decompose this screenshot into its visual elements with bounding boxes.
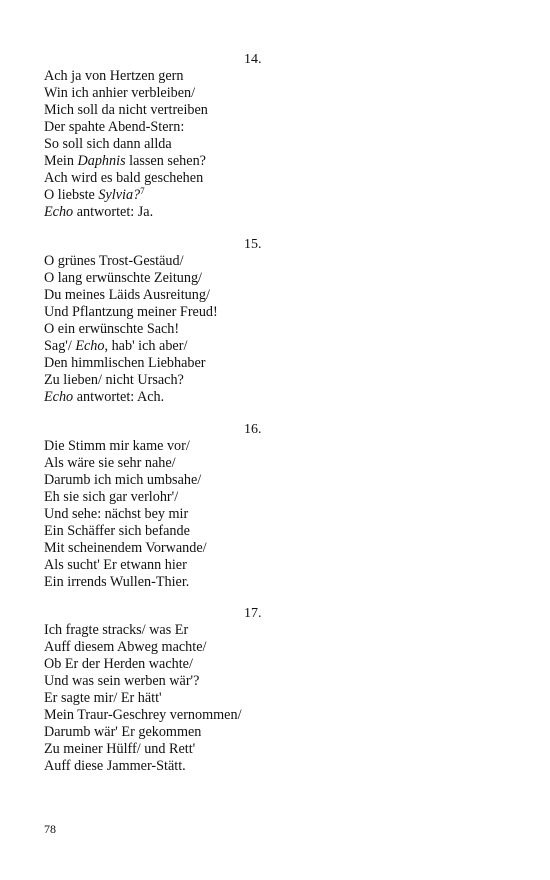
verse-line xyxy=(44,187,208,204)
verse-text: Auff diesem Abweg machte/ xyxy=(44,639,207,655)
verse-text: Echo xyxy=(44,389,74,405)
verse-line xyxy=(44,102,208,119)
verse-text: So soll sich dann allda xyxy=(44,136,172,152)
verse-text: Daphnis xyxy=(77,153,126,169)
verse-line xyxy=(44,455,207,472)
stanza-lines xyxy=(44,438,207,591)
verse-line xyxy=(44,639,242,656)
verse-line xyxy=(44,153,208,170)
verse-line xyxy=(44,119,208,136)
verse-text: Zu lieben/ nicht Ursach? xyxy=(44,372,184,388)
verse-text: Ob Er der Herden wachte/ xyxy=(44,656,193,672)
verse-line xyxy=(44,438,207,455)
verse-text: antwortet: Ja. xyxy=(73,204,154,220)
verse-text: O ein erwünschte Sach! xyxy=(44,321,180,337)
verse-text: Ach wird es bald geschehen xyxy=(44,170,204,186)
verse-line xyxy=(44,270,218,287)
verse-text: Der spahte Abend-Stern: xyxy=(44,119,185,135)
verse-text: Sag'/ xyxy=(44,338,76,354)
verse-text: Den himmlischen Liebhaber xyxy=(44,355,206,371)
verse-line xyxy=(44,758,242,775)
verse-text: Ich fragte stracks/ was Er xyxy=(44,622,189,638)
verse-line xyxy=(44,321,218,338)
verse-text: Als sucht' Er etwann hier xyxy=(44,557,187,573)
stanza-number: 17. xyxy=(244,606,262,621)
verse-text: O lang erwünschte Zeitung/ xyxy=(44,270,202,286)
verse-text: Auff diese Jammer-Stätt. xyxy=(44,758,186,774)
verse-text: Ein Schäffer sich befande xyxy=(44,523,190,539)
verse-text: Mich soll da nicht vertreiben xyxy=(44,102,208,118)
verse-line xyxy=(44,690,242,707)
stanza-lines xyxy=(44,68,208,221)
verse-text: Ach ja von Hertzen gern xyxy=(44,68,184,84)
verse-line xyxy=(44,506,207,523)
verse-line xyxy=(44,523,207,540)
verse-line xyxy=(44,574,207,591)
stanza-number: 14. xyxy=(244,52,262,67)
verse-line xyxy=(44,287,218,304)
verse-line xyxy=(44,489,207,506)
stanza-lines xyxy=(44,253,218,406)
verse-line xyxy=(44,673,242,690)
verse-text: Echo xyxy=(75,338,105,354)
verse-line xyxy=(44,557,207,574)
verse-text: Zu meiner Hülff/ und Rett' xyxy=(44,741,196,757)
verse-line xyxy=(44,540,207,557)
verse-line xyxy=(44,170,208,187)
verse-text: Darumb ich mich umbsahe/ xyxy=(44,472,202,488)
stanza-number: 16. xyxy=(244,422,262,437)
verse-text: lassen sehen? xyxy=(125,153,206,169)
verse-text: Echo xyxy=(44,204,74,220)
verse-text: Als wäre sie sehr nahe/ xyxy=(44,455,176,471)
verse-text: Und Pflantzung meiner Freud! xyxy=(44,304,218,320)
stanza-lines xyxy=(44,622,242,775)
verse-line xyxy=(44,355,218,372)
verse-text: antwortet: Ach. xyxy=(73,389,165,405)
verse-line xyxy=(44,372,218,389)
verse-line xyxy=(44,136,208,153)
verse-text: Und was sein werben wär'? xyxy=(44,673,200,689)
verse-line xyxy=(44,204,208,221)
verse-text: Mein Traur-Geschrey vernommen/ xyxy=(44,707,242,723)
verse-text: Mit scheinendem Vorwande/ xyxy=(44,540,207,556)
verse-text: Und sehe: nächst bey mir xyxy=(44,506,189,522)
verse-line xyxy=(44,253,218,270)
verse-line xyxy=(44,85,208,102)
verse-text: O grünes Trost-Gestäud/ xyxy=(44,253,184,269)
verse-line xyxy=(44,622,242,639)
verse-text: , hab' ich aber/ xyxy=(104,338,188,354)
verse-text: Ein irrends Wullen-Thier. xyxy=(44,574,190,590)
verse-text: Mein xyxy=(44,153,78,169)
verse-line xyxy=(44,68,208,85)
verse-line xyxy=(44,656,242,673)
verse-text: Eh sie sich gar verlohr'/ xyxy=(44,489,179,505)
verse-text: Du meines Läids Ausreitung/ xyxy=(44,287,210,303)
verse-line xyxy=(44,389,218,406)
verse-text: Die Stimm mir kame vor/ xyxy=(44,438,190,454)
verse-text: Darumb wär' Er gekommen xyxy=(44,724,202,740)
page-number: 78 xyxy=(44,822,56,836)
stanza-number: 15. xyxy=(244,237,262,252)
verse-line xyxy=(44,472,207,489)
verse-text: O liebste xyxy=(44,187,99,203)
verse-line xyxy=(44,707,242,724)
verse-line xyxy=(44,304,218,321)
verse-text: Er sagte mir/ Er hätt' xyxy=(44,690,162,706)
verse-line xyxy=(44,338,218,355)
verse-text: Win ich anhier verbleiben/ xyxy=(44,85,196,101)
verse-line xyxy=(44,724,242,741)
footnote-marker: 7 xyxy=(140,186,145,196)
verse-line xyxy=(44,741,242,758)
verse-text: Sylvia? xyxy=(98,187,141,203)
